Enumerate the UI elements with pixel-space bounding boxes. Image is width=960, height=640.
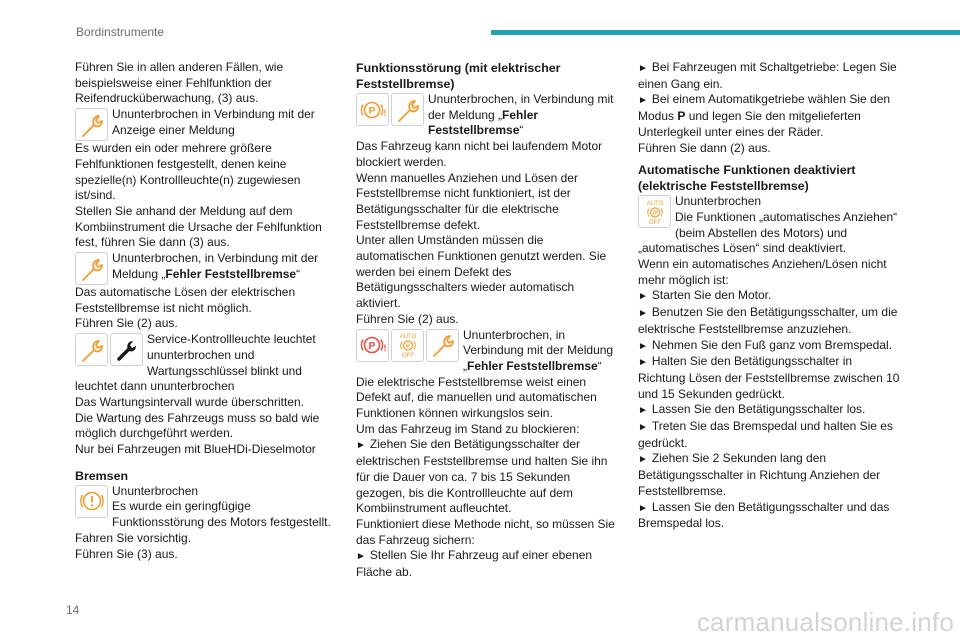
warning-entry-maintenance — [75, 332, 337, 395]
bullet-item: ► Nehmen Sie den Fuß ganz vom Bremspedal. — [638, 337, 893, 352]
bullet-item: ► Halten Sie den Betätigungsschalter in Richtung Lösen der Feststellbremse zwischen 10 und 15 Sekunden gedrückt. — [638, 354, 900, 401]
header-accent-bar — [491, 30, 960, 35]
bullet-arrow-icon: ► — [638, 63, 648, 74]
warning-entry-brake-fault — [356, 92, 620, 139]
message-text: Fehler Feststellbremse — [467, 358, 598, 373]
service-wrench-icon — [426, 329, 459, 362]
bullet-arrow-icon: ► — [638, 454, 648, 466]
bullet-arrow-icon: ► — [638, 357, 648, 369]
paragraph: Stellen Sie anhand der Meldung auf dem Kombiinstrument die Ursache der Fehlfunktion fest, führen Sie dann (3) aus. — [75, 203, 322, 250]
paragraph: Führen Sie dann (2) aus. — [638, 140, 771, 155]
service-wrench-icon — [75, 252, 108, 285]
paragraph: Das Wartungsintervall wurde überschritten. — [75, 394, 304, 409]
column-1 — [75, 60, 337, 562]
warning-description: Ununterbrochen in Verbindung mit der Anzeige einer Meldung — [112, 107, 315, 137]
warning-entry-brake-defect — [356, 328, 620, 375]
paragraph: Führen Sie in allen anderen Fällen, wie beispielsweise einer Fehlfunktion der Reifendrucküberwachung, (3) aus. — [75, 60, 284, 106]
bullet-arrow-icon: ► — [356, 551, 366, 563]
svg-text:OFF: OFF — [401, 353, 414, 360]
service-wrench-icon — [75, 108, 108, 141]
paragraph: Führen Sie (3) aus. — [75, 546, 178, 561]
bullet-item: ► Benutzen Sie den Betätigungsschalter, um die elektrische Feststellbremse anzuziehen. — [638, 305, 898, 336]
service-wrench-icon — [391, 93, 424, 126]
message-text: Fehler Feststellbremse — [165, 266, 297, 281]
paragraph: Das automatische Lösen der elektrischen Feststellbremse ist nicht möglich. — [75, 285, 296, 315]
paragraph: Wenn ein automatisches Anziehen/Lösen nicht mehr möglich ist: — [638, 257, 887, 287]
bullet-item: ► Treten Sie das Bremspedal und halten Sie es gedrückt. — [638, 419, 893, 450]
warning-description: Die Funktionen „automatisches Anziehen“ (beim Abstellen des Motors) und „automatisches Lösen“ sind deaktiviert. — [638, 209, 898, 256]
column-2 — [356, 60, 620, 581]
bullet-item: ► Bei einem Automatikgetriebe wählen Sie den Modus P und legen Sie den mitgelieferten Unterlegkeil unter eines der Räder. — [638, 92, 891, 139]
parking-brake-fault-icon — [356, 93, 389, 126]
svg-text:P: P — [652, 210, 657, 217]
warning-description: Es wurde ein geringfügige Funktionsstörung des Motors festgestellt. — [112, 499, 331, 530]
paragraph: Unter allen Umständen müssen die automatischen Funktionen genutzt werden. Sie werden bei einem Defekt des Betätigungsschalters wieder automatisch aktiviert. — [356, 233, 607, 311]
bullet-item: ► Ziehen Sie 2 Sekunden lang den Betätigungsschalter in Richtung Anziehen der Feststellbremse. — [638, 451, 881, 498]
bullet-arrow-icon: ► — [638, 340, 648, 352]
paragraph: Die Wartung des Fahrzeugs muss so bald wie möglich durchgeführt werden. — [75, 410, 320, 441]
section-title: Bordinstrumente — [76, 25, 165, 39]
warning-state: Ununterbrochen — [112, 483, 199, 498]
service-wrench-icon — [75, 333, 108, 366]
paragraph: Fahren Sie vorsichtig. — [75, 530, 192, 545]
warning-description: Ununterbrochen, in Verbindung mit der Meldung „Fehler Feststellbremse“ — [428, 92, 614, 138]
paragraph: Führen Sie (2) aus. — [75, 316, 178, 331]
warning-entry-auto-off — [638, 194, 902, 257]
svg-text:P: P — [368, 105, 375, 117]
bullet-item: ► Bei Fahrzeugen mit Schaltgetriebe: Legen Sie einen Gang ein. — [638, 60, 897, 91]
warning-circle-icon — [75, 485, 108, 518]
warning-description: Ununterbrochen, in Verbindung mit der Meldung „Fehler Feststellbremse“ — [112, 251, 319, 281]
bullet-arrow-icon: ► — [638, 291, 648, 303]
paragraph: Wenn manuelles Anziehen und Lösen der Feststellbremse nicht funktioniert, ist der Betätigungsschalter für die elektrische Feststellbremse defekt. — [356, 170, 578, 232]
bullet-arrow-icon: ► — [638, 502, 648, 514]
section-heading-brakes: Bremsen — [75, 468, 129, 483]
bullet-arrow-icon: ► — [638, 422, 648, 434]
maintenance-spanner-icon — [110, 333, 143, 366]
warning-entry-service — [75, 107, 337, 141]
paragraph: Die elektrische Feststellbremse weist einen Defekt auf, die manuellen und automatischen Funktionen können wirkungslos sein. — [356, 374, 597, 421]
bullet-item: ► Ziehen Sie den Betätigungsschalter der elektrischen Feststellbremse und halten Sie ihn für die Dauer von ca. 7 bis 15 Sekunden gezogen, bis die Kontrollleuchte auf dem Kombiinstrument aufleuchtet. — [356, 437, 608, 516]
warning-state: Ununterbrochen — [675, 194, 762, 209]
auto-off-brake-icon — [638, 195, 671, 228]
bullet-arrow-icon: ► — [356, 440, 366, 452]
svg-text:AUTO: AUTO — [646, 200, 663, 207]
svg-text:P: P — [405, 344, 410, 351]
bullet-item: ► Stellen Sie Ihr Fahrzeug auf einer ebenen Fläche ab. — [356, 548, 593, 580]
section-heading-malfunction: Funktionsstörung (mit elektrischer Feststellbremse) — [356, 61, 561, 91]
svg-text:OFF: OFF — [648, 219, 661, 226]
paragraph: Funktioniert diese Methode nicht, so müssen Sie das Fahrzeug sichern: — [356, 516, 615, 547]
svg-text:P: P — [368, 341, 375, 353]
paragraph: Nur bei Fahrzeugen mit BlueHDi-Dieselmotor — [75, 442, 316, 457]
warning-entry-engine — [75, 484, 337, 531]
paragraph: Es wurden ein oder mehrere größere Fehlfunktionen festgestellt, denen keine spezielle(n) Kontrollleuchte(n) zugewiesen ist/sind. — [75, 141, 301, 203]
paragraph: Um das Fahrzeug im Stand zu blockieren: — [356, 421, 580, 436]
warning-description: Service-Kontrollleuchte leuchtet ununterbrochen und Wartungsschlüssel blinkt und leuchtet dann ununterbrochen — [75, 332, 316, 394]
parking-brake-fault-icon — [356, 329, 389, 362]
bullet-arrow-icon: ► — [638, 405, 648, 417]
bullet-item: ► Lassen Sie den Betätigungsschalter und das Bremspedal los. — [638, 499, 890, 531]
bullet-arrow-icon: ► — [638, 95, 648, 107]
bullet-arrow-icon: ► — [638, 308, 648, 320]
warning-description: Ununterbrochen, in Verbindung mit der Meldung „Fehler Feststellbremse“ — [463, 327, 614, 373]
bullet-item: ► Starten Sie den Motor. — [638, 288, 772, 303]
watermark: carmanualsonline.info — [696, 607, 954, 637]
section-heading-auto-functions: Automatische Funktionen deaktiviert (elektrische Feststellbremse) — [638, 163, 856, 194]
warning-entry-parking-brake-fault — [75, 251, 337, 285]
svg-text:!: ! — [383, 343, 386, 354]
column-3 — [638, 60, 902, 532]
bullet-item: ► Lassen Sie den Betätigungsschalter los. — [638, 402, 866, 417]
paragraph: Führen Sie (2) aus. — [356, 311, 459, 326]
svg-text:!: ! — [383, 107, 386, 118]
message-text: Fehler Feststellbremse — [428, 107, 539, 138]
svg-text:AUTO: AUTO — [399, 334, 416, 341]
paragraph: Das Fahrzeug kann nicht bei laufendem Motor blockiert werden. — [356, 139, 603, 169]
page-number: 14 — [66, 603, 80, 617]
auto-off-brake-icon — [391, 329, 424, 362]
